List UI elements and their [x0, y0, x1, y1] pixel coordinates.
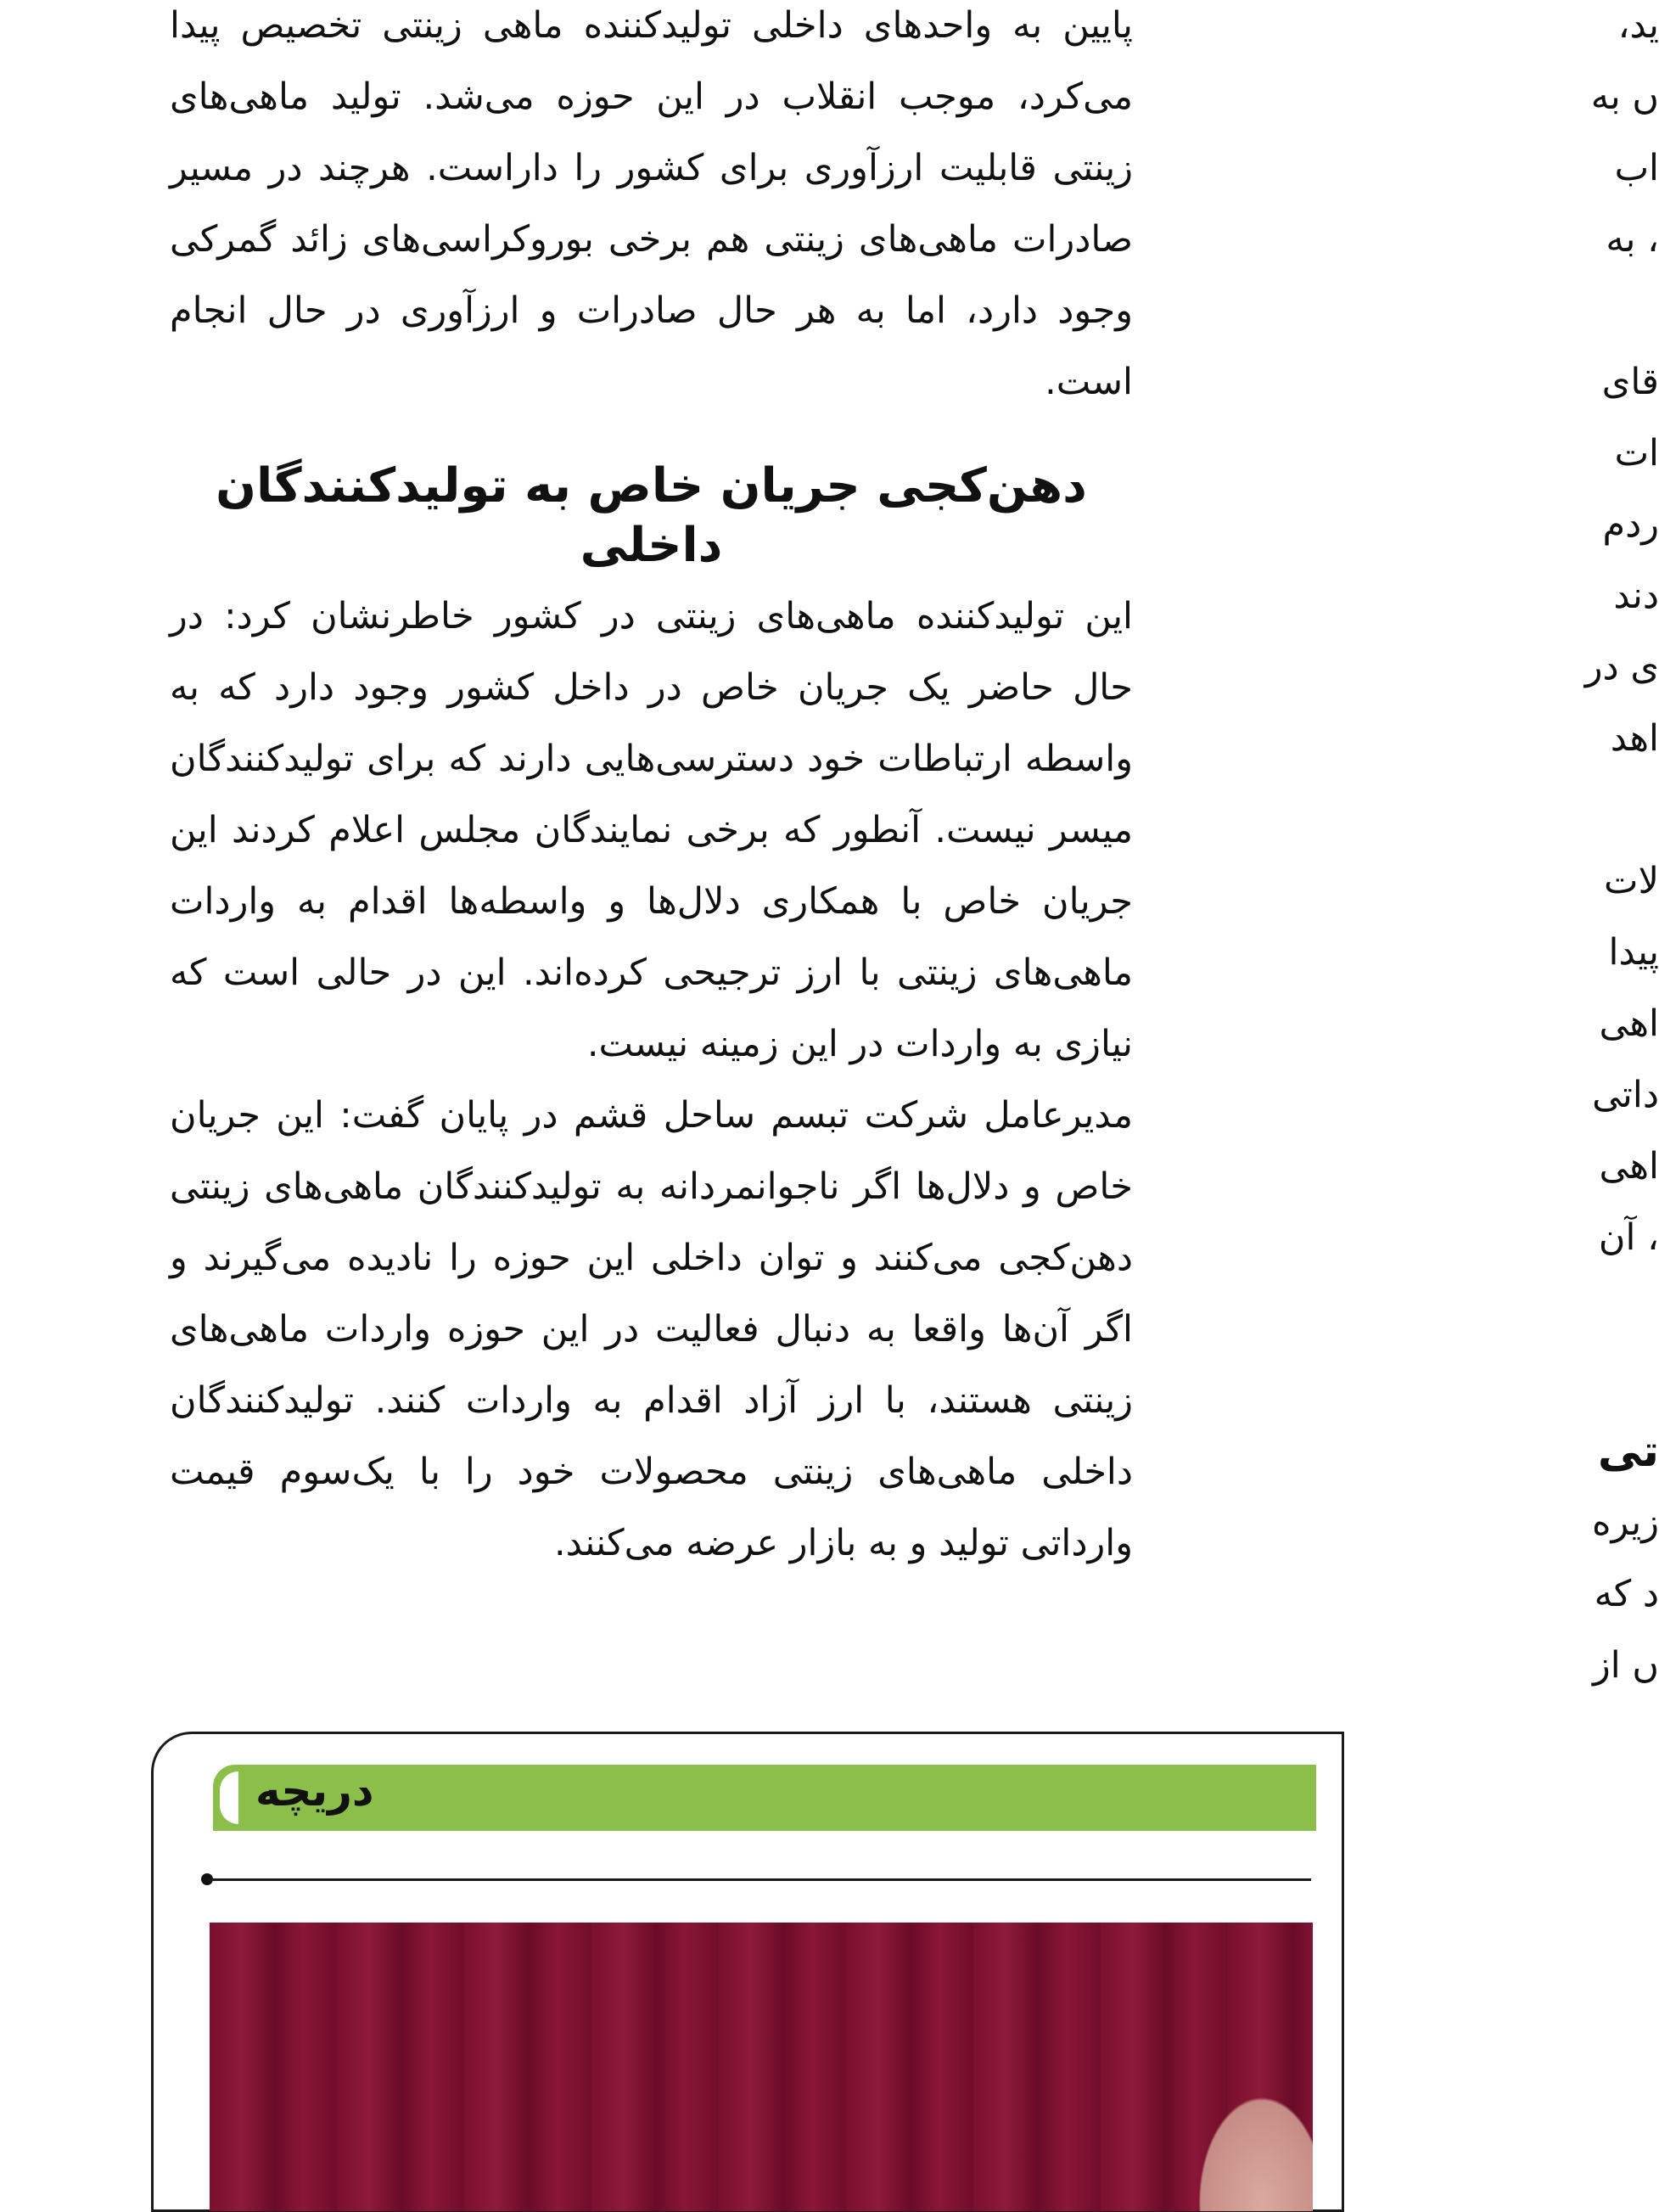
fragment-line: قای [1601, 361, 1659, 403]
paragraph-3: مدیرعامل شرکت تبسم ساحل قشم در پایان گفت: این جریان خاص و دلال‌ها اگر ناجوانمردانه به تولیدکنندگان ماهی‌های زینتی دهن‌کجی می‌کنند و توان داخلی این حوزه را نادیده می‌گیرند و اگر آن‌ها واقعا به دنبال فعالیت در این حوزه واردات ماهی‌های زینتی هستند، با ارز آزاد اقدام به واردات کنند. تولیدکنندگان داخلی ماهی‌های زینتی محصولات خود را با یک‌سوم قیمت وارداتی تولید و به بازار عرضه می‌کنند. [170, 1094, 1133, 1564]
fragment-line: اهی [1599, 1145, 1659, 1187]
paragraph-2: این تولیدکننده ماهی‌های زینتی در کشور خاطرنشان کرد: در حال حاضر یک جریان خاص در داخل کشور وجود دارد که به واسطه ارتباطات خود دسترسی‌هایی دارند که برای تولیدکنندگان میسر نیست. آنطور که برخی نمایندگان مجلس اعلام کردند این جریان خاص با همکاری دلال‌ها و واسطه‌ها اقدام به واردات ماهی‌های زینتی با ارز ترجیحی کرده‌اند. این در حالی است که نیازی به واردات در این زمینه نیست. [170, 595, 1133, 1065]
fragment-line: اهد [1610, 717, 1659, 760]
box-photo [210, 1923, 1313, 2211]
fragment-line [1184, 1273, 1659, 1345]
fragment-line [1184, 1345, 1659, 1416]
paragraph-1: پایین به واحدهای داخلی تولیدکننده ماهی زینتی تخصیص پیدا می‌کرد، موجب انقلاب در این حوزه می‌شد. تولید ماهی‌های زینتی قابلیت ارزآوری برای کشور را داراست. هرچند در مسیر صادرات ماهی‌های زینتی هم برخی بوروکراسی‌های زائد گمرکی وجود دارد، اما به هر حال صادرات و ارزآوری در حال انجام است. [170, 4, 1133, 403]
fragment-line: دند [1613, 575, 1659, 617]
fragment-line: ید، [1617, 4, 1659, 47]
box-bar-notch [220, 1771, 238, 1824]
box-title-bar [213, 1765, 1316, 1831]
fragment-line: اهی [1599, 1002, 1659, 1045]
fragment-line: زیره [1592, 1502, 1659, 1544]
sidebar-box [151, 1732, 1344, 2212]
main-article-column [170, 0, 1133, 1579]
fragment-line: ردم [1602, 503, 1659, 546]
fragment-line [1184, 275, 1659, 346]
fragment-line: اب [1614, 147, 1659, 189]
box-title: دریچه [255, 1766, 374, 1816]
fragment-line: لات [1603, 860, 1659, 902]
fragment-line: د که [1594, 1573, 1659, 1615]
fragment-line: ، آن [1598, 1216, 1659, 1259]
fragment-line: ں از [1593, 1644, 1659, 1687]
box-divider [208, 1878, 1311, 1881]
section-heading: دهن‌کجی جریان خاص به تولیدکنندگان داخلی [216, 458, 1087, 573]
fragment-line: ات [1614, 432, 1659, 474]
fragment-line: ی در [1584, 646, 1659, 688]
fragment-line: پیدا [1608, 931, 1659, 974]
fragment-line: ں به [1590, 76, 1659, 118]
fragment-line: ، به [1606, 218, 1659, 261]
adjacent-column-cropped [1184, 0, 1659, 1701]
fragment-line [1184, 774, 1659, 845]
fragment-line: داتی [1592, 1074, 1659, 1116]
fragment-heading: تی [1597, 1426, 1659, 1477]
